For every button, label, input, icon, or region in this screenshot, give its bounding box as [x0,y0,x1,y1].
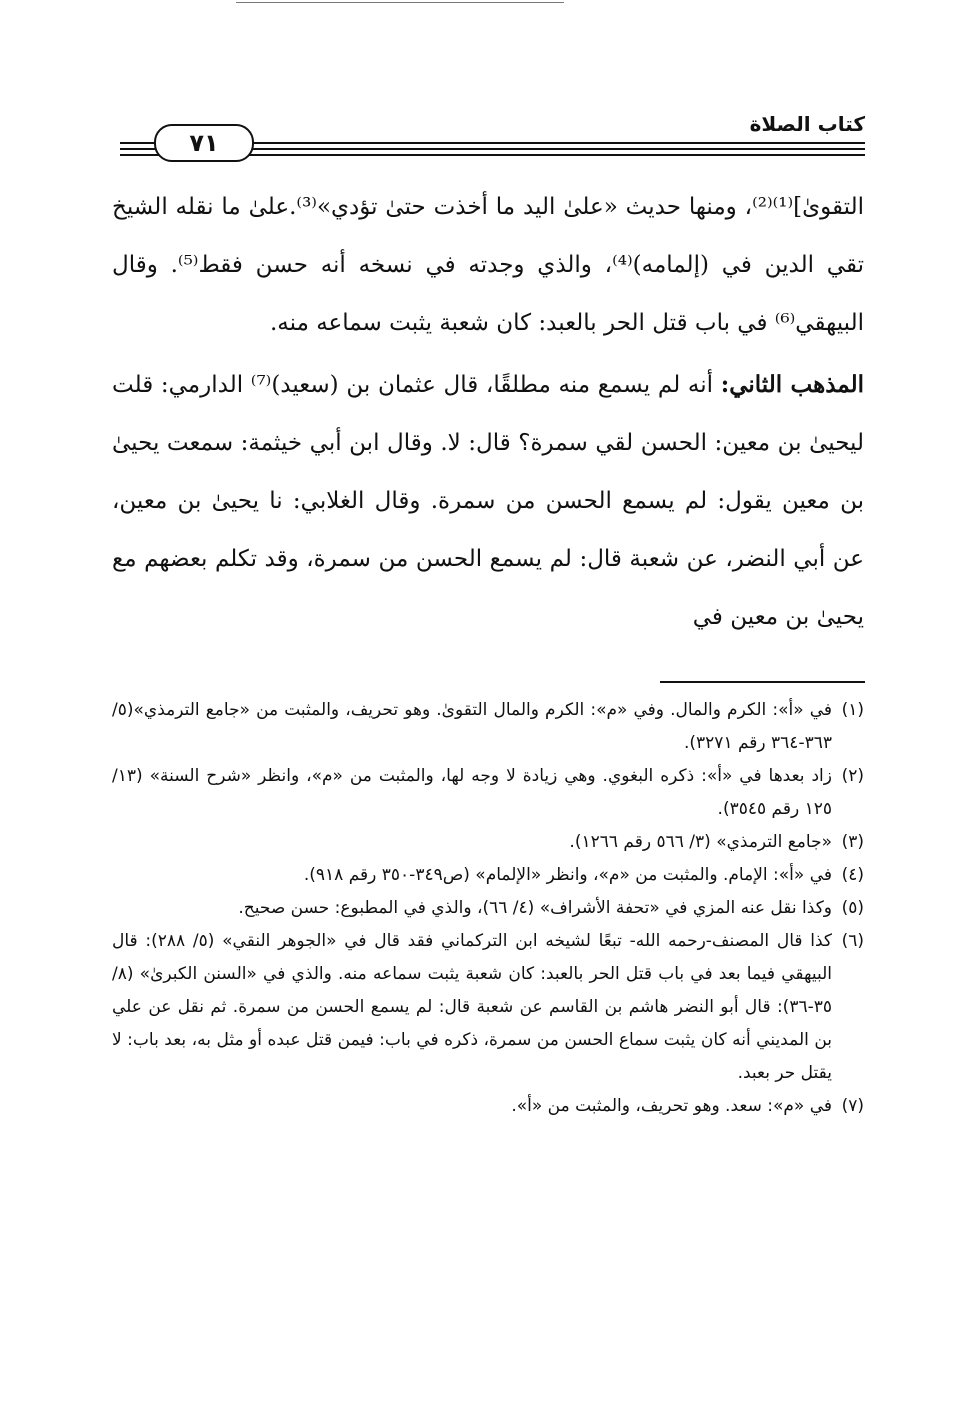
paragraph [112,356,864,646]
footnote-number: (١) [841,700,864,720]
footnote [112,925,864,1090]
footnotes [112,694,864,1123]
section-heading: المذهب الثاني: [720,371,864,398]
top-scan-line [530,2,564,3]
footnote [112,760,864,826]
paragraph: التقوىٰ]⁽¹⁾⁽²⁾، ومنها حديث «علىٰ اليد ما أخذت حتىٰ تؤدي»⁽³⁾.علىٰ ما نقله الشيخ تقي الدين في (إلمامه)⁽⁴⁾، والذي وجدته في نسخه أنه حسن فقط⁽⁵⁾. وقال البيهقي⁽⁶⁾ في باب قتل الحر بالعبد: كان شعبة يثبت سماعه منه. [112,194,865,336]
footnote-number: (٥) [841,898,864,918]
footnote [112,694,864,760]
footnote-text: كذا قال المصنف-رحمه الله- تبعًا لشيخه ابن التركماني فقد قال في «الجوهر النقي» (٥/ ٢٨٨): قال البيهقي فيما بعد في باب قتل الحر بالعبد: كان شعبة يثبت سماعه منه. والذي في «السنن الكبرىٰ» (٨/ ٣٥-٣٦): قال أبو النضر هاشم بن القاسم عن شعبة قال: لم يسمع الحسن من سمرة. ثم نقل عن علي بن المديني أنه كان يثبت سماع الحسن من سمرة، ذكره في باب: فيمن قتل عبده أو مثل به، بعد باب: لا يقتل حر بعبد. [112,931,832,1083]
footnote-text: وكذا نقل عنه المزي في «تحفة الأشراف» (٤/ ٦٦)، والذي في المطبوع: حسن صحيح. [238,898,832,918]
footnote-separator [660,681,865,683]
footnote-text: «جامع الترمذي» (٣/ ٥٦٦ رقم ١٢٦٦). [569,832,832,852]
footnote-number: (٦) [841,931,864,951]
footnote [112,1090,864,1123]
main-text [112,178,864,646]
footnote [112,859,864,892]
footnote-text: زاد بعدها في «أ»: ذكره البغوي. وهي زيادة لا وجه لها، والمثبت من «م»، وانظر «شرح السنة» (١٣/ ١٢٥ رقم ٣٥٤٥). [112,766,832,819]
footnote [112,892,864,925]
footnote-number: (٣) [841,832,864,852]
footnote [112,826,864,859]
footnote-number: (٧) [841,1096,864,1116]
chapter-title: كتاب الصلاة [749,112,865,136]
page-header [120,112,865,162]
top-scan-line [236,2,546,3]
footnote-text: في «أ»: الكرم والمال. وفي «م»: الكرم والمال التقوىٰ. وهو تحريف، والمثبت من «جامع الترمذي»(٥/ ٣٦٣-٣٦٤ رقم ٣٢٧١). [112,700,832,753]
footnote-text: في «م»: سعد. وهو تحريف، والمثبت من «أ». [511,1096,832,1116]
footnote-text: في «أ»: الإمام. والمثبت من «م»، وانظر «الإلمام» (ص٣٤٩-٣٥٠ رقم ٩١٨). [303,865,832,885]
paragraph-text: أنه لم يسمع منه مطلقًا، قال عثمان بن (سعيد)⁽⁷⁾ الدارمي: قلت ليحيىٰ بن معين: الحسن لقي سمرة؟ قال: لا. وقال ابن أبي خيثمة: سمعت يحيىٰ بن معين يقول: لم يسمع الحسن من سمرة. وقال الغلابي: نا يحيىٰ بن معين، عن أبي النضر، عن شعبة قال: لم يسمع الحسن من سمرة، وقد تكلم بعضهم مع يحيىٰ بن معين في [112,372,864,630]
page-number: ٧١ [154,124,254,162]
footnote-number: (٢) [841,766,864,786]
footnote-number: (٤) [841,865,864,885]
